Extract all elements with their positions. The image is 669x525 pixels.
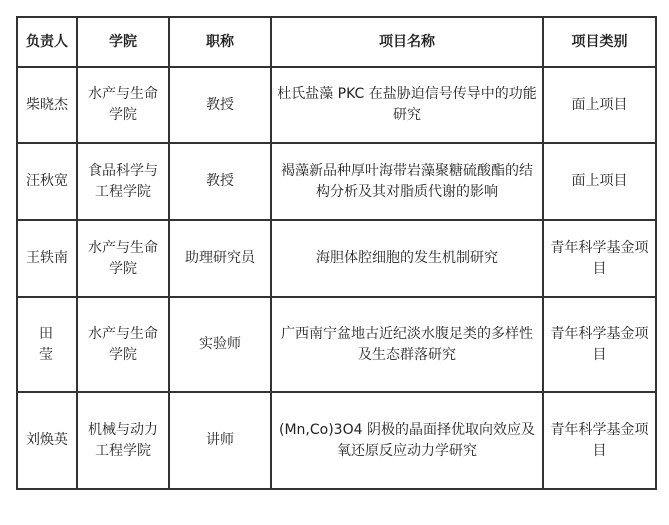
cell-college [77, 143, 169, 220]
table-row [17, 220, 656, 297]
header-project-name: 项目名称 [271, 17, 543, 67]
cell-category: 青年科学基金项目 [543, 392, 656, 489]
cell-leader: 王轶南 [17, 220, 77, 297]
cell-leader: 汪秋宽 [17, 143, 77, 220]
table-row [17, 67, 656, 143]
table-header-row [17, 17, 656, 67]
college-line: 工程学院 [95, 442, 151, 459]
cell-project-name [271, 392, 543, 489]
table-row [17, 143, 656, 220]
cell-college [77, 392, 169, 489]
header-leader: 负责人 [17, 17, 77, 67]
cell-project-name [271, 220, 543, 297]
project-table [16, 16, 657, 490]
cell-title: 实验师 [169, 297, 271, 392]
cell-title: 教授 [169, 143, 271, 220]
cell-category: 青年科学基金项目 [543, 220, 656, 297]
college-line: 学院 [109, 260, 137, 277]
project-line: 及生态群落研究 [358, 346, 456, 363]
project-line: 广西南宁盆地古近纪淡水腹足类的多样性 [281, 325, 533, 342]
college-line: 机械与动力 [88, 421, 158, 438]
college-line: 工程学院 [95, 183, 151, 200]
college-line: 水产与生命 [88, 325, 158, 342]
college-line: 食品科学与 [88, 162, 158, 179]
cell-title: 教授 [169, 67, 271, 143]
cell-college [77, 220, 169, 297]
cell-project-name [271, 67, 543, 143]
cell-title: 讲师 [169, 392, 271, 489]
header-category: 项目类别 [543, 17, 656, 67]
project-line: 杜氏盐藻 PKC 在盐胁迫信号传导中的功能 [277, 86, 537, 102]
cell-leader: 田莹 [17, 297, 77, 392]
cell-college [77, 297, 169, 392]
cell-category: 青年科学基金项目 [543, 297, 656, 392]
table-row [17, 392, 656, 489]
project-line: 氧还原反应动力学研究 [337, 442, 477, 459]
cell-college [77, 67, 169, 143]
college-line: 水产与生命 [88, 239, 158, 256]
college-line: 学院 [109, 107, 137, 123]
project-line: 研究 [393, 107, 421, 123]
project-table-container [16, 16, 655, 490]
cell-project-name [271, 143, 543, 220]
cell-project-name [271, 297, 543, 392]
cell-category: 面上项目 [543, 67, 656, 143]
cell-leader: 刘焕英 [17, 392, 77, 489]
project-line: 构分析及其对脂质代谢的影响 [316, 183, 498, 200]
header-title: 职称 [169, 17, 271, 67]
project-line: (Mn,Co)3O4 阴极的晶面择优取向效应及 [279, 421, 535, 438]
college-line: 水产与生命 [88, 86, 158, 102]
cell-title: 助理研究员 [169, 220, 271, 297]
table-row [17, 297, 656, 392]
project-line: 海胆体腔细胞的发生机制研究 [316, 250, 498, 266]
cell-category: 面上项目 [543, 143, 656, 220]
header-college: 学院 [77, 17, 169, 67]
project-line: 褐藻新品种厚叶海带岩藻聚糖硫酸酯的结 [281, 162, 533, 179]
cell-leader: 柴晓杰 [17, 67, 77, 143]
college-line: 学院 [109, 346, 137, 363]
